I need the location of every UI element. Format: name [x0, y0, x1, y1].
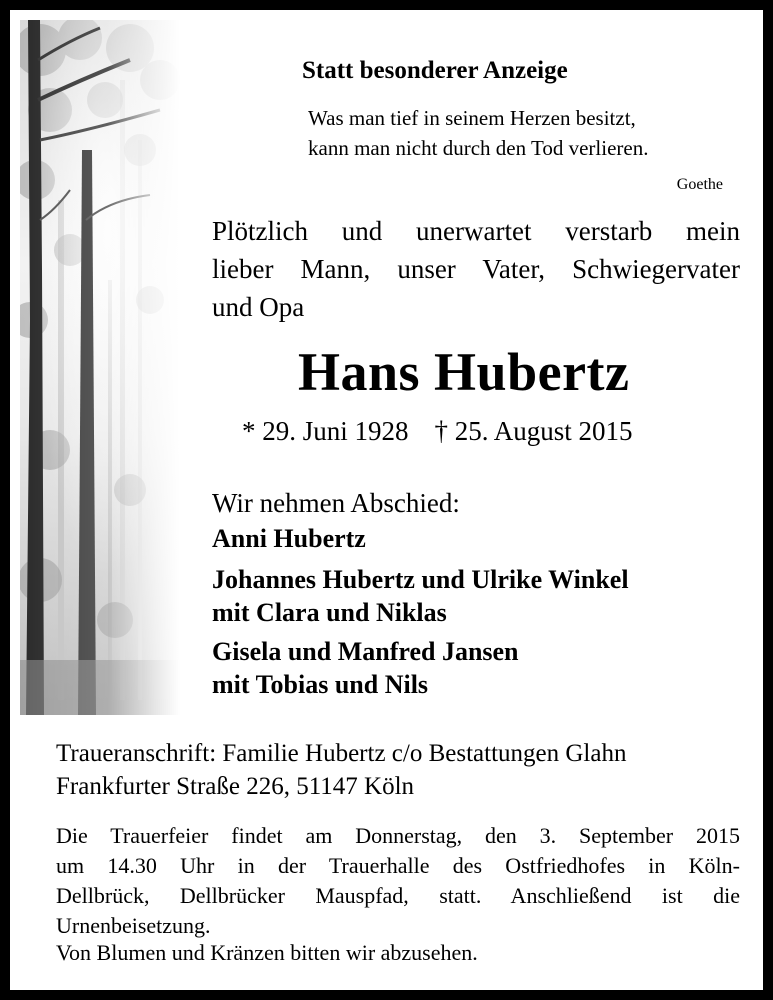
- life-dates: [242, 416, 633, 447]
- quote-line-1: Was man tief in seinem Herzen besitzt,: [308, 106, 636, 130]
- mourner-line-3: mit Clara und Niklas: [212, 598, 447, 627]
- funeral-service-info: [56, 821, 740, 941]
- mourner-line-2: Johannes Hubertz und Ulrike Winkel: [212, 565, 629, 594]
- service-line-3: Dellbrück, Dellbrücker Mauspfad, statt. Anschließend ist die: [56, 883, 740, 908]
- forest-image: [20, 20, 180, 715]
- service-line-1: Die Trauerfeier findet am Donnerstag, den 3. September 2015: [56, 823, 740, 848]
- announcement-line-3: und Opa: [212, 292, 305, 322]
- mourner-line-5: mit Tobias und Nils: [212, 670, 429, 699]
- mourner-line-1: Anni Hubertz: [212, 524, 366, 553]
- notice-heading: Statt besonderer Anzeige: [302, 57, 568, 84]
- mourner-line-4: Gisela und Manfred Jansen: [212, 637, 519, 666]
- death-announcement: [212, 212, 740, 326]
- farewell-intro: Wir nehmen Abschied:: [212, 488, 460, 518]
- service-line-4: Urnenbeisetzung.: [56, 913, 211, 938]
- flowers-note: Von Blumen und Kränzen bitten wir abzusehen.: [56, 940, 478, 965]
- mourning-address-line-2: Frankfurter Straße 226, 51147 Köln: [56, 773, 415, 800]
- service-line-2: um 14.30 Uhr in der Trauerhalle des Ostfriedhofes in Köln-: [56, 853, 740, 878]
- announcement-line-1: Plötzlich und unerwartet verstarb mein: [212, 216, 740, 246]
- mourning-address-line-1: Traueranschrift: Familie Hubertz c/o Bestattungen Glahn: [56, 740, 627, 767]
- announcement-line-2: lieber Mann, unser Vater, Schwiegervater: [212, 254, 740, 284]
- deceased-name: Hans Hubertz: [298, 342, 630, 402]
- birth-date: * 29. Juni 1928: [242, 416, 409, 446]
- quote-author: Goethe: [676, 176, 723, 193]
- quote-line-2: kann man nicht durch den Tod verlieren.: [308, 136, 649, 160]
- death-date: † 25. August 2015: [434, 416, 633, 446]
